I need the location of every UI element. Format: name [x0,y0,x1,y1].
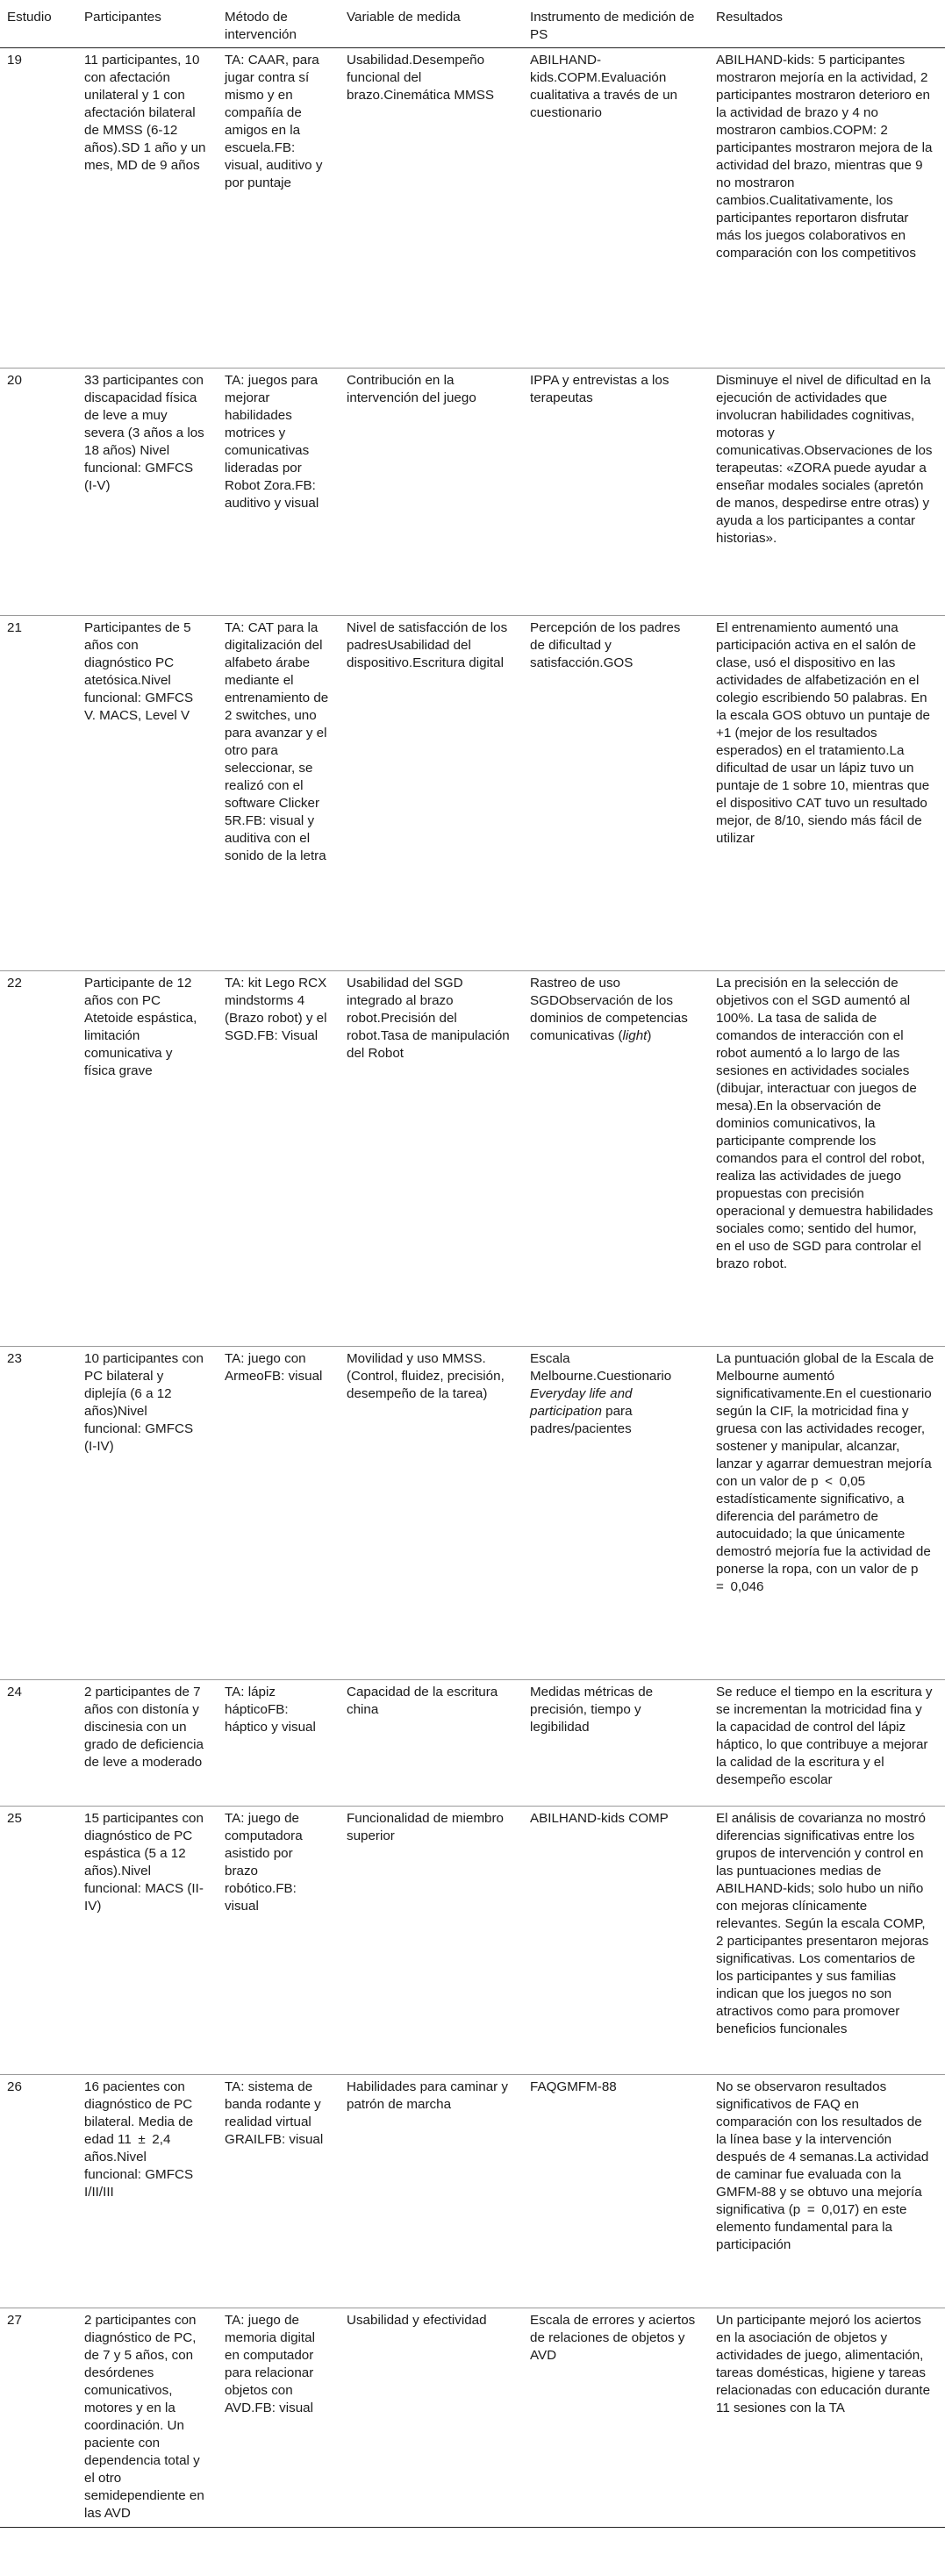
cell-instrumento [523,971,709,1347]
cell-estudio: 25 [7,1811,22,1826]
cell-resultados: ABILHAND-kids: 5 participantes mostraron mejoría en la actividad, 2 participantes mostraron deterioro en la actividad de brazo y 4 no mostraron cambios.COPM: 2 participantes mostraron mejora de la actividad del brazo, mientras que 9 no mostraron cambios.Cualitativamente, los participantes reportaron disfrutar más los juegos colaborativos en comparación con los competitivos [716,53,933,261]
table-row [0,616,945,971]
cell-instrumento: Escala de errores y aciertos de relaciones de objetos y AVD [530,2313,696,2363]
table-row [0,1807,945,2075]
cell-estudio: 20 [7,373,22,388]
cell-participantes: 2 participantes con diagnóstico de PC, de 7 y 5 años, con desórdenes comunicativos, motores y en la coordinación. Un paciente con dependencia total y el otro semidependiente en las AVD [84,2313,204,2521]
table-row [0,369,945,616]
table-row [0,48,945,369]
instrumento-italic: light [622,1028,648,1043]
instrumento-text: Rastreo de uso SGDObservación de los dominios de competencias comunicativas ( [530,976,688,1043]
cell-participantes: 16 pacientes con diagnóstico de PC bilateral. Media de edad 11 ± 2,4 años.Nivel funcional: GMFCS I/II/III [84,2079,194,2200]
cell-participantes: Participante de 12 años con PC Atetoide espástica, limitación comunicativa y física grave [84,976,197,1078]
table-header [0,9,945,48]
cell-metodo: TA: kit Lego RCX mindstorms 4 (Brazo robot) y el SGD.FB: Visual [225,976,327,1043]
table-row [0,2075,945,2308]
cell-resultados: Disminuye el nivel de dificultad en la ejecución de actividades que involucran habilidades cognitivas, motoras y comunicativas.Observaciones de los terapeutas: «ZORA puede ayudar a enseñar modales sociales (apretón de manos, despedirse entre otras) y ayuda a los participantes a contar historias». [716,373,933,546]
cell-variable: Contribución en la intervención del juego [347,373,476,405]
cell-variable: Nivel de satisfacción de los padresUsabilidad del dispositivo.Escritura digital [347,620,508,670]
cell-resultados: No se observaron resultados significativos de FAQ en comparación con los resultados de la línea base y la intervención después de 4 semanas.La actividad de caminar fue evaluada con la GMFM-88 y se obtuvo una mejoría significativa (p = 0,017) en este elemento fundamental para la participación [716,2079,929,2252]
header-estudio: Estudio [7,10,52,25]
cell-resultados: La precisión en la selección de objetivos con el SGD aumentó al 100%. La tasa de salida de comandos de interacción con el robot aumentó a lo largo de las sesiones en actividades sociales (dibujar, interactuar con juegos de mesa).En la observación de dominios comunicativos, la participante comprende los comandos para el control del robot, realiza las actividades de juego propuestas con precisión operacional y demuestra habilidades sociales como; sentido del humor, en el uso de SGD para controlar el brazo robot. [716,976,934,1271]
cell-variable: Usabilidad.Desempeño funcional del brazo.Cinemática MMSS [347,53,494,103]
cell-metodo: TA: juego de computadora asistido por brazo robótico.FB: visual [225,1811,303,1914]
cell-participantes: 33 participantes con discapacidad física de leve a muy severa (3 años a los 18 años) Nivel funcional: GMFCS (I-V) [84,373,204,493]
cell-variable: Habilidades para caminar y patrón de marcha [347,2079,509,2112]
cell-resultados: El entrenamiento aumentó una participación activa en el salón de clase, usó el dispositivo en las actividades de alfabetización en el colegio escribiendo 50 palabras. En la escala GOS obtuvo un puntaje de +1 (mejor de los resultados esperados) en el tratamiento.La dificultad de usar un lápiz tuvo un puntaje de 1 sobre 10, mientras que el dispositivo CAT tuvo un resultado mejor, de 8/10, siendo más fácil de utilizar [716,620,931,846]
cell-variable: Usabilidad y efectividad [347,2313,487,2328]
cell-participantes: 2 participantes de 7 años con distonía y discinesia con un grado de deficiencia de leve a moderado [84,1685,204,1770]
cell-instrumento: ABILHAND-kids.COPM.Evaluación cualitativa a través de un cuestionario [530,53,678,120]
cell-metodo: TA: juego de memoria digital en computador para relacionar objetos con AVD.FB: visual [225,2313,315,2415]
cell-instrumento [523,1347,709,1680]
cell-resultados: La puntuación global de la Escala de Melbourne aumentó significativamente.En el cuestionario según la CIF, la motricidad fina y gruesa con las actividades recoger, sostener y manipular, alcanzar, lanzar y agarrar demuestran mejoría con un valor de p < 0,05 estadísticamente significativo, a diferencia del parámetro de autocuidado; la que únicamente demostró mejoría fue la actividad de ponerse la ropa, con un valor de p = 0,046 [716,1351,934,1594]
table-row [0,971,945,1347]
header-instrumento: Instrumento de medición de PS [530,10,695,42]
cell-metodo: TA: CAAR, para jugar contra sí mismo y en compañía de amigos en la escuela.FB: visual, auditivo y por puntaje [225,53,323,190]
results-table [0,9,945,2528]
cell-estudio: 23 [7,1351,22,1366]
header-variable: Variable de medida [347,10,461,25]
header-metodo: Método de intervención [225,10,297,42]
cell-variable: Capacidad de la escritura china [347,1685,498,1717]
cell-resultados: Un participante mejoró los aciertos en la asociación de objetos y actividades de juego, alimentación, tareas domésticas, higiene y tareas relacionadas con educación durante 11 sesiones con la TA [716,2313,931,2415]
table-row [0,2308,945,2528]
cell-estudio: 19 [7,53,22,68]
cell-metodo: TA: sistema de banda rodante y realidad virtual GRAILFB: visual [225,2079,324,2147]
instrumento-text: Escala Melbourne.Cuestionario [530,1351,672,1384]
cell-metodo: TA: CAT para la digitalización del alfabeto árabe mediante el entrenamiento de 2 switches, uno para avanzar y el otro para seleccionar, se realizó con el software Clicker 5R.FB: visual y auditiva con el sonido de la letra [225,620,329,863]
cell-estudio: 26 [7,2079,22,2094]
instrumento-text-end: ) [647,1028,652,1043]
cell-participantes: 10 participantes con PC bilateral y diplejía (6 a 12 años)Nivel funcional: GMFCS (I-IV) [84,1351,204,1454]
table-row [0,1347,945,1680]
cell-variable: Usabilidad del SGD integrado al brazo robot.Precisión del robot.Tasa de manipulación del Robot [347,976,510,1061]
cell-estudio: 24 [7,1685,22,1699]
header-row [0,9,945,48]
header-participantes: Participantes [84,10,161,25]
cell-metodo: TA: lápiz hápticoFB: háptico y visual [225,1685,316,1735]
cell-participantes: 11 participantes, 10 con afectación unilateral y 1 con afectación bilateral de MMSS (6-12 años).SD 1 año y un mes, MD de 9 años [84,53,206,173]
header-resultados: Resultados [716,10,783,25]
table-body [0,48,945,2528]
cell-estudio: 21 [7,620,22,635]
cell-variable: Funcionalidad de miembro superior [347,1811,504,1843]
cell-instrumento: Percepción de los padres de dificultad y satisfacción.GOS [530,620,681,670]
cell-participantes: 15 participantes con diagnóstico de PC espástica (5 a 12 años).Nivel funcional: MACS (II-IV) [84,1811,204,1914]
cell-variable: Movilidad y uso MMSS.(Control, fluidez, precisión, desempeño de la tarea) [347,1351,505,1401]
cell-estudio: 22 [7,976,22,991]
cell-metodo: TA: juego con ArmeoFB: visual [225,1351,323,1384]
cell-metodo: TA: juegos para mejorar habilidades motrices y comunicativas lideradas por Robot Zora.FB: auditivo y visual [225,373,319,511]
cell-estudio: 27 [7,2313,22,2328]
cell-resultados: El análisis de covarianza no mostró diferencias significativas entre los grupos de intervención y control en las puntuaciones medias de ABILHAND-kids; solo hubo un niño con mejoras clínicamente relevantes. Según la escala COMP, 2 participantes presentaron mejoras significativas. Los comentarios de los participantes y sus familias indican que los juegos no son atractivos como para promover beneficios funcionales [716,1811,929,2036]
cell-resultados: Se reduce el tiempo en la escritura y se incrementan la motricidad fina y la capacidad de control del lápiz háptico, lo que contribuye a mejorar la calidad de la escritura y el desempeño escolar [716,1685,933,1787]
cell-instrumento: ABILHAND-kids COMP [530,1811,669,1826]
instrumento-italic: Everyday life and participation [530,1386,633,1419]
cell-instrumento: IPPA y entrevistas a los terapeutas [530,373,669,405]
cell-participantes: Participantes de 5 años con diagnóstico PC atetósica.Nivel funcional: GMFCS V. MACS, Level V [84,620,194,723]
cell-instrumento: Medidas métricas de precisión, tiempo y legibilidad [530,1685,654,1735]
instrumento-text-end: para padres/pacientes [530,1404,633,1436]
cell-instrumento: FAQGMFM-88 [530,2079,617,2094]
table-row [0,1680,945,1807]
